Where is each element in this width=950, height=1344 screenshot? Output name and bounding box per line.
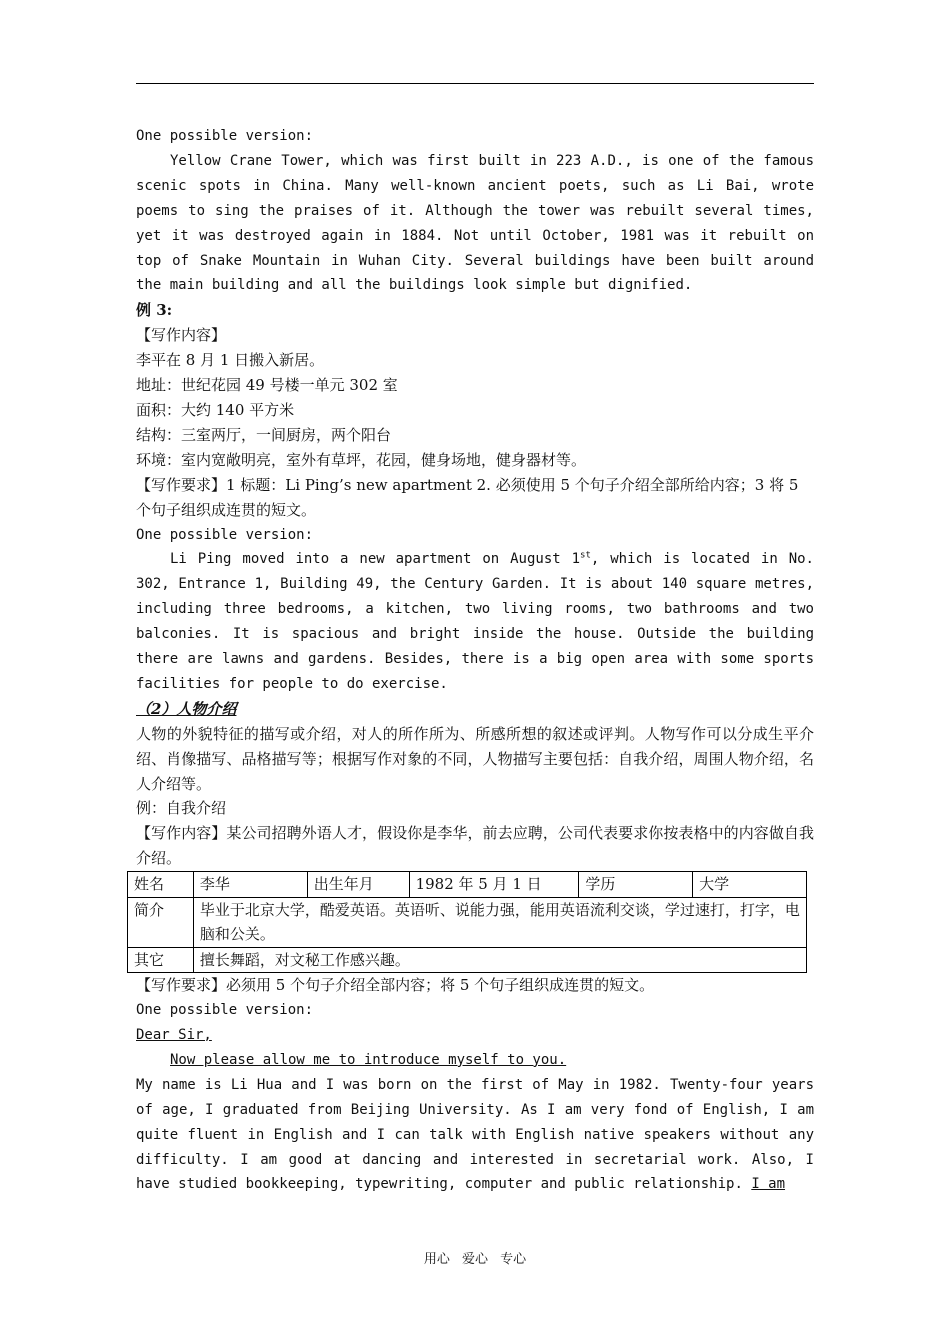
example-3-content-label: 【写作内容】	[136, 326, 227, 345]
version-label-1: One possible version:	[136, 128, 314, 144]
table-row	[128, 897, 807, 947]
table-cell: 其它	[128, 947, 194, 973]
example-3-line: 结构：三室两厅，一间厨房，两个阳台	[136, 425, 392, 444]
table-row	[128, 947, 807, 973]
profile-table	[127, 871, 807, 973]
example-3-line: 面积：大约 140 平方米	[136, 400, 295, 419]
example-label: 例：自我介绍	[136, 799, 227, 818]
letter-body: My name is Li Hua and I was born on the first of May in 1982. Twenty-four years of age, I graduated from Beijing University. As I am very fond of English, I am quite fluent in English and I can talk with English native speakers without any difficulty. I am good at dancing and interested in secretarial work. Also, I have studied bookkeeping, typewriting, computer and public relationship. I am	[136, 1076, 814, 1193]
table-cell: 简介	[128, 897, 194, 947]
example-3-requirements: 【写作要求】1 标题：Li Ping’s new apartment 2. 必须使用 5 个句子介绍全部所给内容；3 将 5 个句子组织成连贯的短文。	[136, 475, 799, 519]
example-3-line: 李平在 8 月 1 日搬入新居。	[136, 351, 325, 370]
table-cell: 李华	[193, 872, 307, 898]
example-content: 【写作内容】某公司招聘外语人才，假设你是李华，前去应聘，公司代表要求你按表格中的内容做自我介绍。	[136, 824, 814, 868]
table-row	[128, 872, 807, 898]
table-cell: 出生年月	[307, 872, 409, 898]
example-3-line: 环境：室内宽敞明亮，室外有草坪，花园，健身场地，健身器材等。	[136, 450, 587, 469]
table-cell: 学历	[579, 872, 693, 898]
page-footer: 用心 爱心 专心	[423, 1252, 527, 1267]
version-label-2: One possible version:	[136, 526, 314, 543]
table-cell: 大学	[693, 872, 807, 898]
section-2-intro: 人物的外貌特征的描写或介绍，对人的所作所为、所感所想的叙述或评判。人物写作可以分成生平介绍、肖像描写、品格描写等；根据写作对象的不同，人物描写主要包括：自我介绍，周围人物介绍，名人介绍等。	[136, 724, 814, 793]
version-label-3: One possible version:	[136, 1002, 314, 1019]
example-3-line: 地址：世纪花园 49 号楼一单元 302 室	[136, 376, 398, 395]
table-cell: 1982 年 5 月 1 日	[409, 872, 579, 898]
table-cell: 擅长舞蹈，对文秘工作感兴趣。	[193, 947, 806, 973]
example-3-title: 例 3:	[136, 301, 173, 320]
yellow-crane-paragraph: Yellow Crane Tower, which was first built in 223 A.D., is one of the famous scenic spots in China. Many well-known ancient poets, such as Li Bai, wrote poems to sing the praises of it. Although the tower was rebuilt several times, yet it was destroyed again in 1884. Not until October, 1981 was it rebuilt on top of Snake Mountain in Wuhan City. Several buildings have been built around the main building and all the buildings look simple but dignified.	[136, 152, 814, 294]
table-cell: 姓名	[128, 872, 194, 898]
document-body	[136, 124, 814, 1197]
letter-salutation: Dear Sir,	[136, 1027, 212, 1043]
section-2-title: （2）人物介绍	[136, 699, 237, 718]
table-cell: 毕业于北京大学，酷爱英语。英语听、说能力强，能用英语流利交谈，学过速打，打字，电脑和公关。	[193, 897, 806, 947]
letter-opening: Now please allow me to introduce myself to you.	[170, 1051, 567, 1068]
example-requirements: 【写作要求】必须用 5 个句子介绍全部内容；将 5 个句子组织成连贯的短文。	[136, 976, 655, 995]
header-rule	[136, 83, 814, 84]
apartment-paragraph: Li Ping moved into a new apartment on August 1st, which is located in No. 302, Entrance 1, Building 49, the Century Garden. It is about 140 square metres, including three bedrooms, a kitchen, two living rooms, two bathrooms and two balconies. It is spacious and bright inside the house. Outside the building there are lawns and gardens. Besides, there is a big open area with some sports facilities for people to do exercise.	[136, 550, 814, 692]
